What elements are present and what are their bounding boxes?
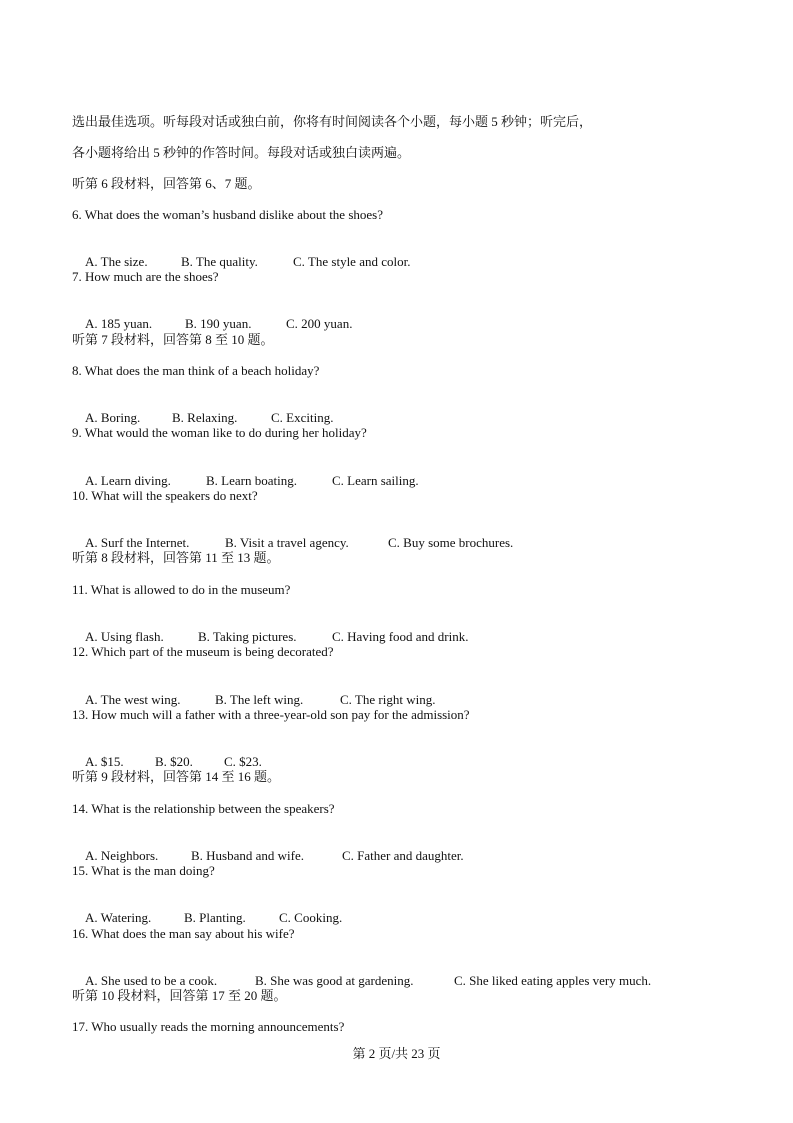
option-a: A. Neighbors. xyxy=(85,848,159,863)
option-b: B. The quality. xyxy=(181,254,258,269)
option-a: A. She used to be a cook. xyxy=(85,973,218,988)
question-text: 13. How much will a father with a three-year-old son pay for the admission? xyxy=(72,707,470,722)
option-b: B. The left wing. xyxy=(215,692,304,707)
option-c: C. She liked eating apples very much. xyxy=(454,973,652,988)
section-heading: 听第 7 段材料，回答第 8 至 10 题。 xyxy=(72,332,274,347)
question-text: 14. What is the relationship between the speakers? xyxy=(72,801,335,816)
instructions-line-2: 各小题将给出 5 秒钟的作答时间。每段对话或独白读两遍。 xyxy=(72,145,411,160)
option-c: C. Father and daughter. xyxy=(342,848,464,863)
question-text: 10. What will the speakers do next? xyxy=(72,488,258,503)
option-c: C. The style and color. xyxy=(293,254,411,269)
option-a: A. The west wing. xyxy=(85,692,181,707)
section-heading: 听第 6 段材料，回答第 6、7 题。 xyxy=(72,176,261,191)
option-c: C. $23. xyxy=(224,754,262,769)
option-b: B. Relaxing. xyxy=(172,410,238,425)
option-a: A. Boring. xyxy=(85,410,141,425)
page-number: 第 2 页/共 23 页 xyxy=(352,1046,441,1061)
question-text: 6. What does the woman’s husband dislike about the shoes? xyxy=(72,207,383,222)
option-b: B. She was good at gardening. xyxy=(255,973,414,988)
question-text: 15. What is the man doing? xyxy=(72,863,215,878)
option-b: B. Visit a travel agency. xyxy=(225,535,349,550)
option-c: C. 200 yuan. xyxy=(286,316,353,331)
option-a: A. 185 yuan. xyxy=(85,316,153,331)
question-text: 7. How much are the shoes? xyxy=(72,269,219,284)
option-b: B. Taking pictures. xyxy=(198,629,297,644)
section-heading: 听第 8 段材料，回答第 11 至 13 题。 xyxy=(72,550,280,565)
option-c: C. Having food and drink. xyxy=(332,629,469,644)
instructions-line-1: 选出最佳选项。听每段对话或独白前，你将有时间阅读各个小题，每小题 5 秒钟；听完后， xyxy=(72,114,593,129)
option-a: A. $15. xyxy=(85,754,124,769)
question-text: 16. What does the man say about his wife? xyxy=(72,926,295,941)
option-a: A. The size. xyxy=(85,254,148,269)
question-text: 8. What does the man think of a beach holiday? xyxy=(72,363,320,378)
option-a: A. Using flash. xyxy=(85,629,164,644)
option-b: B. Planting. xyxy=(184,910,246,925)
option-b: B. Learn boating. xyxy=(206,473,297,488)
option-b: B. $20. xyxy=(155,754,193,769)
option-a: A. Watering. xyxy=(85,910,152,925)
option-b: B. Husband and wife. xyxy=(191,848,305,863)
option-a: A. Surf the Internet. xyxy=(85,535,190,550)
question-text: 11. What is allowed to do in the museum? xyxy=(72,582,291,597)
option-a: A. Learn diving. xyxy=(85,473,171,488)
option-b: B. 190 yuan. xyxy=(185,316,252,331)
option-c: C. Cooking. xyxy=(279,910,343,925)
option-c: C. Exciting. xyxy=(271,410,334,425)
question-text: 17. Who usually reads the morning announcements? xyxy=(72,1019,345,1034)
section-heading: 听第 9 段材料，回答第 14 至 16 题。 xyxy=(72,769,281,784)
section-heading: 听第 10 段材料，回答第 17 至 20 题。 xyxy=(72,988,287,1003)
option-c: C. The right wing. xyxy=(340,692,436,707)
question-text: 12. Which part of the museum is being decorated? xyxy=(72,644,334,659)
question-text: 9. What would the woman like to do during her holiday? xyxy=(72,425,367,440)
option-c: C. Learn sailing. xyxy=(332,473,419,488)
option-c: C. Buy some brochures. xyxy=(388,535,514,550)
